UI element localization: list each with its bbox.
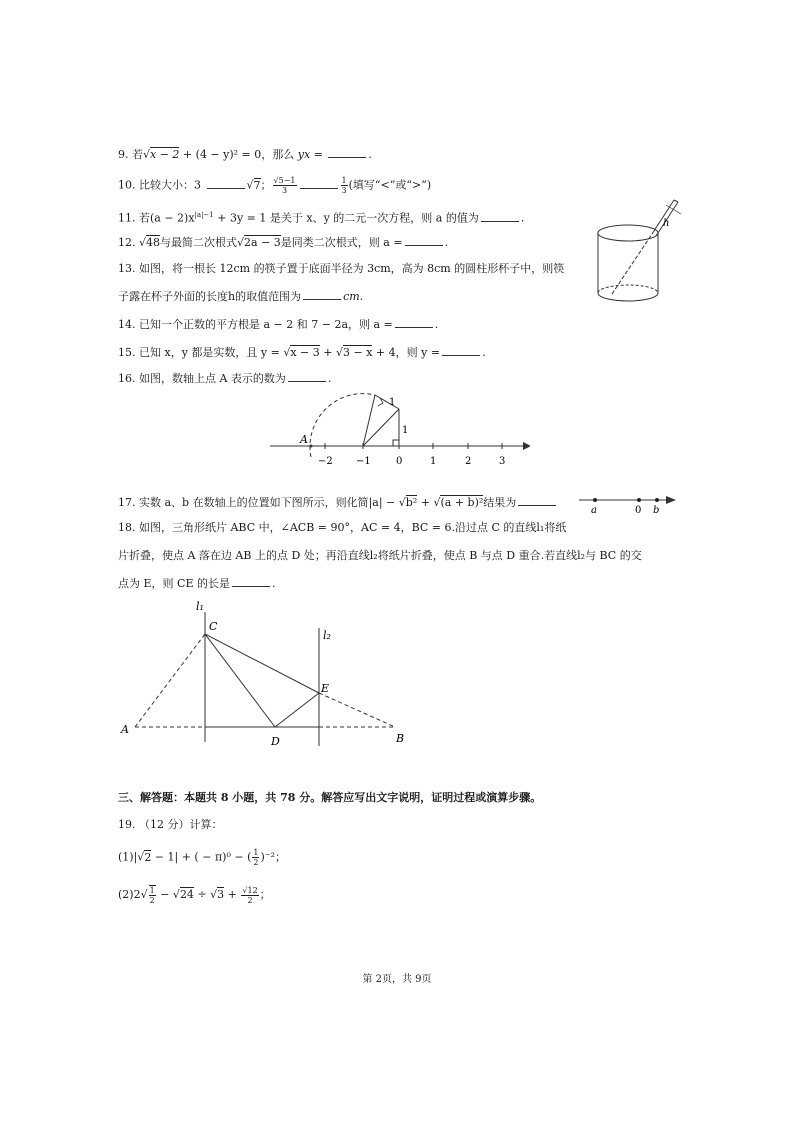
problem-14 [118,316,438,333]
label-b: b [653,505,660,516]
problem-15: 15. 已知 x，y 都是实数，且 y = √x − 3 + √3 − x + 4，则 y = . [118,346,486,359]
p17-post: 结果为 [483,496,517,509]
tick-label: 2 [465,456,472,467]
p12-rad1: 48 [146,236,161,249]
p10-blank-2[interactable] [300,177,338,189]
p19-1-pre: (1)| [118,850,138,864]
p11-text: 11. 若(a − 2)x [118,211,195,225]
p18-answer-blank[interactable] [232,575,270,587]
triangle-figure-18 [115,600,415,750]
p18-text: 点为 E，则 CE 的长是 [118,577,230,590]
label-0: 0 [635,505,642,516]
p11-exponent: |a|−1 [194,211,214,219]
p13-text: 子露在杯子外面的长度h的取值范围为 [118,290,302,303]
point-A-label: A [300,433,308,446]
p9-end: . [368,148,372,161]
cup-label-h: h [663,218,670,229]
p9-var: yx [297,148,311,161]
label-A: A [121,723,129,736]
p15-end: . [482,346,486,359]
p15-plus: + [319,346,336,359]
p11-mid: + 3y = 1 是关于 x、y 的二元一次方程，则 a 的值为 [213,211,479,225]
problem-11 [118,207,524,227]
p14-text: 14. 已知一个正数的平方根是 a − 2 和 7 − 2a，则 a = [118,318,393,331]
p10-frac-2: $\frac{1}{3}$ [341,176,347,195]
p16-text: 16. 如图，数轴上点 A 表示的数为 [118,372,286,385]
p19-2-frac-2: $\frac{√12}{2}$ [242,885,258,905]
p9-radicand: x − 2 [150,148,180,161]
label-C: C [209,620,218,633]
label-a: a [591,505,597,516]
p15-post: + 4，则 y = [372,346,441,359]
p9-eq: = [310,148,327,161]
p19-2-plus: + [224,888,241,901]
p16-answer-blank[interactable] [288,370,326,382]
label-D: D [271,735,280,748]
problem-9: 9. 若√x − 2 + (4 − y)² = 0，那么 yx = . [118,148,372,161]
p13-unit: cm. [343,290,364,303]
p15-rad2: 3 − x [343,346,373,359]
problem-13-line-2 [118,288,363,305]
label-1b: 1 [402,425,409,436]
p10-radicand: 7 [253,178,261,192]
p19-1-mid: − 1| + ( − π)⁰ − ( [151,850,252,864]
problem-10: 10. 比较大小：3 √7； $\frac{√5-1}{3}$ $\frac{1}{3}$ (填写“<”或“>”) [118,176,432,195]
number-line-figure-17 [575,490,680,518]
p15-text: 15. 已知 x，y 都是实数，且 y = [118,346,284,359]
p9-answer-blank[interactable] [328,146,366,158]
p12-rad2: 2a − 3 [244,236,281,249]
p14-end: . [434,318,439,331]
p12-mid: 与最简二次根式 [160,236,238,249]
p19-2-frac-1: $\frac{1}{2}$ [149,886,155,905]
p18-end: . [271,577,276,590]
tick-label: −2 [318,456,333,467]
problem-12: 12. √48与最简二次根式√2a − 3是同类二次根式，则 a = . [118,236,449,249]
tick-label: 3 [499,456,506,467]
p19-2-rad2: 24 [179,888,194,901]
p12-num: 12. [118,236,139,249]
p10-frac-1: $\frac{√5-1}{3}$ [273,176,296,195]
p12-end: . [444,236,449,249]
tick-label: 0 [396,456,403,467]
tick-label: 1 [430,456,437,467]
label-B: B [396,732,405,745]
p17-text: 17. 实数 a、b 在数轴上的位置如下图所示，则化简|a| − [118,496,399,509]
p11-answer-blank[interactable] [481,210,519,222]
label-l1: l₁ [196,600,204,613]
problem-18-line-3 [118,575,275,592]
p19-2-rad3: 3 [217,888,225,901]
p19-2-minus: − [156,888,173,901]
p9-text: 9. 若 [118,148,143,161]
p19-1-post: )⁻²； [260,850,286,864]
p17-plus: + [417,496,434,509]
p9-mid: + (4 − y)² = 0，那么 [179,148,298,161]
cup-figure [590,194,690,308]
label-E: E [321,682,330,695]
p12-answer-blank[interactable] [405,234,443,246]
problem-19-part-1: (1)|√2 − 1| + ( − π)⁰ − ( $\frac{1}{2}$ )⁻²； [118,848,286,867]
p19-2-div: ÷ [193,888,211,901]
problem-18-line-2: 片折叠，使点 A 落在边 AB 上的点 D 处；再沿直线l₂将纸片折叠，使点 B 与点 D 重合.若直线l₂与 BC 的交 [118,549,642,562]
label-l2: l₂ [323,629,331,642]
p19-2-end: ； [259,888,271,901]
tick-label: −1 [356,456,371,467]
p12-post: 是同类二次根式，则 a = [280,236,403,249]
p17-rad1: b² [405,496,418,509]
p10-sep: ； [260,178,272,192]
p11-end: . [520,211,525,225]
p13-answer-blank[interactable] [303,288,341,300]
p10-text: 10. 比较大小：3 [118,178,205,192]
problem-17: 17. 实数 a、b 在数轴上的位置如下图所示，则化简|a| − √b² + √(a + b)²结果为 [118,494,558,511]
p17-rad2: (a + b)² [440,496,484,509]
p17-answer-blank[interactable] [518,494,556,506]
p19-1-rad: 2 [144,850,152,864]
number-line-figure-16 [265,385,530,470]
p16-end: . [327,372,332,385]
label-1a: 1 [389,397,396,408]
page-footer: 第 2页，共 9页 [362,974,432,985]
problem-19-part-2: (2)2√ $\frac{1}{2}$ − √24 ÷ √3 + $\frac{√12}{2}$ ； [118,885,271,905]
p10-blank-1[interactable] [207,177,245,189]
p19-2-pre: (2)2 [118,888,141,901]
problem-19-title: 19. （12 分）计算： [118,818,223,831]
problem-13-line-1: 13. 如图，将一根长 12cm 的筷子置于底面半径为 3cm，高为 8cm 的圆柱形杯子中，则筷 [118,262,565,275]
p10-hint: (填写“<”或“>”) [348,178,432,192]
section-3-heading: 三、解答题：本题共 8 小题，共 78 分。解答应写出文字说明，证明过程或演算步骤。 [118,791,542,804]
p14-answer-blank[interactable] [395,316,433,328]
p15-answer-blank[interactable] [442,344,480,356]
p19-1-frac: $\frac{1}{2}$ [253,848,259,867]
problem-18-line-1: 18. 如图，三角形纸片 ABC 中，∠ACB = 90°，AC = 4，BC = 6.沿过点 C 的直线l₁将纸 [118,521,567,534]
p15-rad1: x − 3 [290,346,320,359]
